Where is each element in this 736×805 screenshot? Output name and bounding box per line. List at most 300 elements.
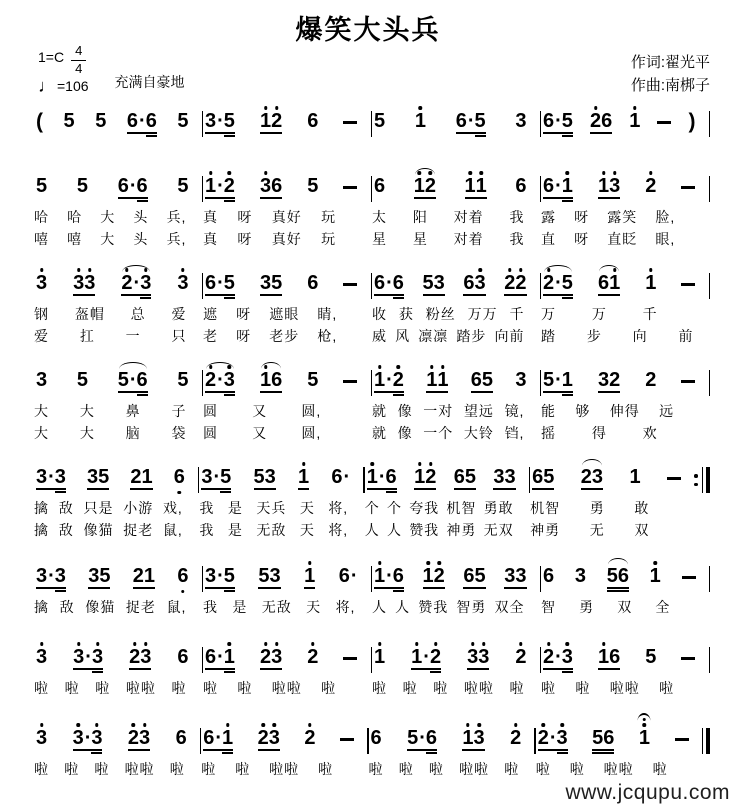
note-group <box>304 729 315 751</box>
octave-dot-high <box>418 171 422 175</box>
lyric-token: 神勇 <box>446 522 477 538</box>
note-token: 2 <box>515 648 526 670</box>
note-token: 5 <box>645 646 657 668</box>
octave-dot-high <box>308 723 312 727</box>
lyric-row <box>199 496 363 518</box>
lyric-token: 真好 <box>271 231 302 247</box>
lyric-token: 啦 <box>652 761 668 777</box>
octave-dot-high <box>649 268 653 272</box>
octave-dot-high <box>133 642 137 646</box>
dash <box>681 186 695 189</box>
note-token: 1 <box>426 371 437 393</box>
note-token: 5 <box>543 466 555 488</box>
octave-dot-high <box>228 171 232 175</box>
note-token: 3 <box>475 274 486 296</box>
lyric-token: 夸我 <box>409 500 440 516</box>
lyric-token: 像 <box>397 403 413 419</box>
note-token: 3 <box>87 466 99 488</box>
note-token: 3 <box>73 274 84 296</box>
note-token: 5 <box>474 565 486 587</box>
lyric-token: 啦啦 <box>459 761 490 777</box>
note-token: 5 <box>271 272 283 294</box>
note-token: 6 <box>145 110 157 132</box>
lyric-token: 就 <box>372 425 387 441</box>
lyric-token: 圆, <box>301 425 322 441</box>
note-group <box>260 371 282 393</box>
octave-dot-high <box>311 642 315 646</box>
augmentation-dot: · <box>555 646 562 668</box>
lyric-token: 神勇 <box>530 522 561 538</box>
note-token: 2 <box>129 648 140 670</box>
note-token: 2 · <box>538 729 557 751</box>
octave-dot-high <box>209 365 213 369</box>
note-group <box>462 729 484 751</box>
note-group <box>64 112 75 134</box>
notes-row <box>541 167 709 205</box>
octave-dot-high <box>264 365 268 369</box>
note-token: 1 <box>650 567 661 589</box>
note-token: 3 · <box>205 110 224 132</box>
note-group <box>598 177 620 199</box>
time-signature <box>71 44 86 77</box>
lyric-token: 前 <box>678 328 694 344</box>
note-token: 6 <box>271 369 283 391</box>
dash <box>340 738 354 741</box>
note-token: 6 <box>174 468 185 490</box>
lyric-token: 敌 <box>59 599 75 615</box>
lyric-token: 是 <box>227 522 243 538</box>
note-token: 3 <box>259 272 272 294</box>
note-group <box>639 729 650 751</box>
lyric-token: 呀 <box>574 209 590 225</box>
lyric-token: 爱 <box>34 328 49 344</box>
lyric-token: 风 <box>395 328 411 344</box>
octave-dot-high <box>437 561 441 565</box>
note-token: 2 <box>580 466 592 488</box>
lyric-token: 欢 <box>642 425 658 441</box>
note-token: 5 <box>95 110 107 132</box>
lyric-token: 星 <box>412 231 428 247</box>
lyric-token: 脑 <box>125 425 141 441</box>
note-token: 1 <box>598 177 609 199</box>
lyric-token: 万万 <box>467 306 498 322</box>
note-token: 3 <box>224 371 235 393</box>
note-token: 3 <box>515 110 527 132</box>
note-group <box>174 468 185 490</box>
lyric-token: 啦 <box>201 761 217 777</box>
octave-dot-high <box>560 723 564 727</box>
lyric-token: 遮 <box>203 306 218 322</box>
lyric-token: 铛, <box>504 425 525 441</box>
octave-dot-high <box>132 723 136 727</box>
note-token: 1 <box>141 466 153 488</box>
notes-row <box>34 719 200 757</box>
lyric-token: 啦 <box>402 680 418 696</box>
note-group <box>598 274 620 296</box>
lyric-token: 赞我 <box>418 599 449 615</box>
note-token: 3 <box>504 565 516 587</box>
note-token: 6 <box>515 175 527 197</box>
dash <box>681 283 695 286</box>
lyric-token: 眼, <box>655 231 676 247</box>
note-group <box>36 274 47 296</box>
octave-dot-high <box>302 462 306 466</box>
lyric-token: 阳 <box>412 209 428 225</box>
note-token: 5 <box>99 565 111 587</box>
lyric-token: 大 <box>34 425 49 441</box>
note-token: 6 <box>374 175 386 197</box>
credits <box>631 44 710 98</box>
note-group <box>575 567 586 589</box>
note-group <box>407 729 437 751</box>
note-token: 3 <box>36 274 47 296</box>
measure <box>203 102 371 140</box>
lyric-token: 直 <box>541 231 556 247</box>
lyric-token: 只 <box>171 328 187 344</box>
lyric-token: 勇 <box>589 500 605 516</box>
lyric-token: 大 <box>34 403 49 419</box>
octave-dot-high <box>418 462 422 466</box>
augmentation-dot: · <box>343 466 351 488</box>
note-token: 3 · <box>73 648 92 670</box>
lyric-token: 太 <box>372 209 387 225</box>
note-group <box>645 177 656 199</box>
note-group <box>36 648 47 670</box>
note-token: 3 <box>88 565 100 587</box>
note-token: 6 <box>601 110 613 132</box>
key-tempo-block <box>38 44 89 94</box>
lyric-row <box>372 205 540 227</box>
note-token: 3 <box>515 565 527 587</box>
note-token: 6 · <box>205 646 224 668</box>
lyric-token: 万 <box>591 306 607 322</box>
note-token: 3 · <box>36 565 55 587</box>
note-token: 1 · <box>411 648 430 670</box>
measure <box>34 557 202 617</box>
barline <box>709 176 711 202</box>
note-group <box>205 274 235 296</box>
note-group <box>592 729 614 751</box>
notes-row <box>372 361 540 399</box>
octave-dot-high <box>77 642 81 646</box>
lyric-row <box>34 205 202 227</box>
note-token: 3 <box>269 565 281 587</box>
notes-row <box>541 638 709 676</box>
note-token: 3 <box>139 729 150 751</box>
note-group <box>504 274 526 296</box>
lyric-token: 是 <box>227 500 243 516</box>
note-token: 2 <box>132 565 144 587</box>
note-group <box>493 468 515 490</box>
note-token: 5 · <box>117 369 137 391</box>
note-token: 5 <box>561 110 573 132</box>
octave-dot-high <box>181 268 185 272</box>
augmentation-dot: · <box>139 110 146 132</box>
lyric-token: 望远 <box>463 403 494 419</box>
note-token: 3 <box>574 565 586 587</box>
note-token: 5 <box>76 175 88 197</box>
repeat-dots <box>694 474 698 486</box>
note-group <box>581 468 603 490</box>
lyric-token: 擒 <box>34 500 49 516</box>
octave-dot-high <box>144 642 148 646</box>
notes-row <box>372 167 540 205</box>
lyric-row <box>369 757 535 779</box>
dash <box>343 380 357 383</box>
score-line <box>34 361 710 443</box>
note-token: 3 <box>36 729 47 751</box>
note-token: 2 <box>258 729 269 751</box>
quarter-note-icon: ♩ <box>38 75 56 96</box>
lyric-row <box>365 518 529 540</box>
note-group <box>543 177 573 199</box>
lyric-token: 摇 <box>541 425 556 441</box>
octave-dot-high <box>40 723 44 727</box>
lyric-token: 双 <box>634 522 650 538</box>
composer-credit: 作曲:南梆子 <box>630 77 710 95</box>
score-line <box>34 167 710 249</box>
lyric-row <box>541 227 709 249</box>
octave-dot-high <box>542 723 546 727</box>
note-group <box>598 648 620 670</box>
lyric-token: 啦 <box>428 761 444 777</box>
augmentation-dot: · <box>217 369 224 391</box>
measure <box>203 167 371 249</box>
note-token: 1 <box>609 274 620 296</box>
time-signature-numerator: 4 <box>71 44 86 61</box>
note-token: 5 <box>177 175 189 197</box>
note-group <box>205 371 235 393</box>
lyric-row <box>530 518 694 540</box>
lyric-token: 哈 <box>34 209 49 225</box>
lyric-token: 爱 <box>171 306 187 322</box>
notes-row <box>541 361 709 399</box>
note-group <box>607 567 629 589</box>
note-token: 6 <box>543 565 555 587</box>
notes-row <box>541 264 709 302</box>
augmentation-dot: · <box>129 369 137 391</box>
notes-row <box>34 102 202 140</box>
augmentation-dot: · <box>133 272 141 294</box>
open-paren: ( <box>36 110 43 133</box>
note-token: 3 <box>54 565 66 587</box>
lyric-token: 露 <box>541 209 556 225</box>
score-header <box>0 44 736 100</box>
tempo-marking <box>38 75 89 96</box>
time-signature-denominator: 4 <box>75 60 83 76</box>
lyric-token: 啦 <box>504 761 520 777</box>
note-token: 1 <box>260 112 271 134</box>
lyric-row <box>34 518 198 540</box>
octave-dot-high <box>434 642 438 646</box>
lyric-token: 鼻 <box>125 403 141 419</box>
lyric-token: 威 <box>372 328 387 344</box>
lyric-token: 真好 <box>271 209 302 225</box>
notes-row <box>541 557 709 595</box>
note-group <box>307 274 318 296</box>
augmentation-dot: · <box>85 646 92 668</box>
expression-marking: 充满自豪地 <box>114 74 185 90</box>
note-token: 6 · <box>543 110 562 132</box>
lyric-token: 啦啦 <box>124 761 155 777</box>
note-group <box>543 648 573 670</box>
note-token: 5 <box>63 110 75 132</box>
octave-dot-high <box>40 268 44 272</box>
note-group <box>177 112 188 134</box>
note-token: 3 <box>609 177 620 199</box>
note-token: 6 <box>392 272 404 294</box>
lyric-token: 扛 <box>79 328 95 344</box>
note-token: 1 <box>423 567 434 589</box>
octave-dot-high <box>209 171 213 175</box>
lyric-token: 得 <box>591 425 607 441</box>
octave-dot-high <box>508 268 512 272</box>
lyric-token: 捉老 <box>125 599 156 615</box>
octave-dot-high <box>426 561 430 565</box>
slur-arc <box>119 362 147 369</box>
note-group <box>118 177 148 199</box>
lyric-token: 啦 <box>509 680 525 696</box>
note-token: 3 <box>557 729 568 751</box>
score-line <box>34 264 710 346</box>
lyric-token: 远 <box>659 403 675 419</box>
lyric-token: 擒 <box>34 599 49 615</box>
note-token: 5 · <box>407 727 426 749</box>
notes-row <box>203 167 371 205</box>
note-token: 2 · <box>121 274 140 296</box>
octave-dot-high <box>88 268 92 272</box>
note-token: 6 <box>609 646 621 668</box>
lyric-token: 遮眼 <box>269 306 300 322</box>
measure <box>536 719 702 779</box>
note-group <box>510 729 521 751</box>
measure <box>34 458 198 540</box>
note-group <box>87 468 109 490</box>
lyric-token: 啦 <box>171 680 187 696</box>
notes-row <box>372 264 540 302</box>
note-token: 6 <box>532 466 544 488</box>
lyric-token: 全 <box>655 599 671 615</box>
note-token: 3 <box>591 466 604 488</box>
lyric-token: 个 <box>386 500 402 516</box>
octave-dot-high <box>397 365 401 369</box>
lyric-token: 大 <box>100 231 116 247</box>
note-group <box>645 274 656 296</box>
measure <box>541 638 709 698</box>
lyric-token: 人 <box>372 599 387 615</box>
lyric-token: 呀 <box>236 306 252 322</box>
lyric-row <box>34 676 202 698</box>
lyric-token: 呀 <box>237 209 253 225</box>
notes-row <box>201 719 367 757</box>
note-group <box>118 371 148 393</box>
note-token: 2 <box>510 729 521 751</box>
note-token: 1 <box>476 177 487 199</box>
augmentation-dot: · <box>217 646 224 668</box>
augmentation-dot: · <box>423 646 430 668</box>
octave-dot-high <box>228 642 232 646</box>
slur-arc <box>608 558 628 565</box>
lyric-token: 啦 <box>398 761 414 777</box>
lyric-token: 睛, <box>317 306 338 322</box>
note-group <box>36 371 47 393</box>
measure <box>34 638 202 698</box>
lyric-token: 只是 <box>83 500 114 516</box>
octave-dot-high <box>95 723 99 727</box>
lyric-token: 大 <box>100 209 116 225</box>
lyric-token: 我 <box>203 599 218 615</box>
octave-dot-high <box>226 723 230 727</box>
note-group <box>339 567 358 589</box>
note-group <box>298 468 309 490</box>
lyric-token: 啦 <box>541 680 556 696</box>
note-group <box>88 567 110 589</box>
note-token: 5 <box>592 727 604 749</box>
lyric-token: 对着 <box>453 231 484 247</box>
augmentation-dot: · <box>213 466 221 488</box>
note-group <box>598 371 620 393</box>
notes-row <box>530 458 694 496</box>
lyric-token: 脸, <box>655 209 676 225</box>
measure <box>34 167 202 249</box>
note-group <box>645 371 656 393</box>
note-token: 5 <box>98 466 110 488</box>
lyric-token: 啦 <box>575 680 591 696</box>
lyric-row <box>203 595 371 617</box>
lyric-token: 人 <box>386 522 402 538</box>
measure <box>365 458 529 540</box>
lyric-token: 像猫 <box>83 522 114 538</box>
note-group <box>471 371 493 393</box>
note-token: 3 <box>140 274 151 296</box>
lyric-token: 收 <box>372 306 387 322</box>
note-group <box>307 177 318 199</box>
lyric-token: 向 <box>632 328 648 344</box>
lyric-token: 玩 <box>321 231 337 247</box>
lyric-token: 赞我 <box>409 522 440 538</box>
octave-dot-high <box>643 723 647 727</box>
note-token: 1 <box>462 729 473 751</box>
measure <box>201 719 367 779</box>
note-group <box>73 274 95 296</box>
lyric-token: 将, <box>328 522 349 538</box>
octave-dot-high <box>566 171 570 175</box>
note-token: 3 <box>264 466 276 488</box>
note-group <box>254 468 276 490</box>
note-token: 6 <box>307 110 319 132</box>
lyric-row <box>203 302 371 324</box>
notes-row <box>34 167 202 205</box>
note-token: 5 <box>177 110 189 132</box>
lyric-row <box>541 302 709 324</box>
lyric-token: 一个 <box>423 425 454 441</box>
lyric-token: 大 <box>79 403 95 419</box>
notes-row <box>203 264 371 302</box>
note-group <box>374 177 385 199</box>
note-token: 6 · <box>126 110 146 132</box>
note-group <box>515 112 526 134</box>
note-token: 3 <box>177 274 188 296</box>
note-token: 5 <box>374 110 386 132</box>
lyric-token: 头 <box>133 209 149 225</box>
lyric-token: 直眨 <box>607 231 638 247</box>
score-line <box>34 719 710 779</box>
note-token: 6 <box>617 565 629 587</box>
note-token: 6 <box>307 272 319 294</box>
notes-row <box>34 264 202 302</box>
note-group <box>205 567 235 589</box>
octave-dot-high <box>378 642 382 646</box>
